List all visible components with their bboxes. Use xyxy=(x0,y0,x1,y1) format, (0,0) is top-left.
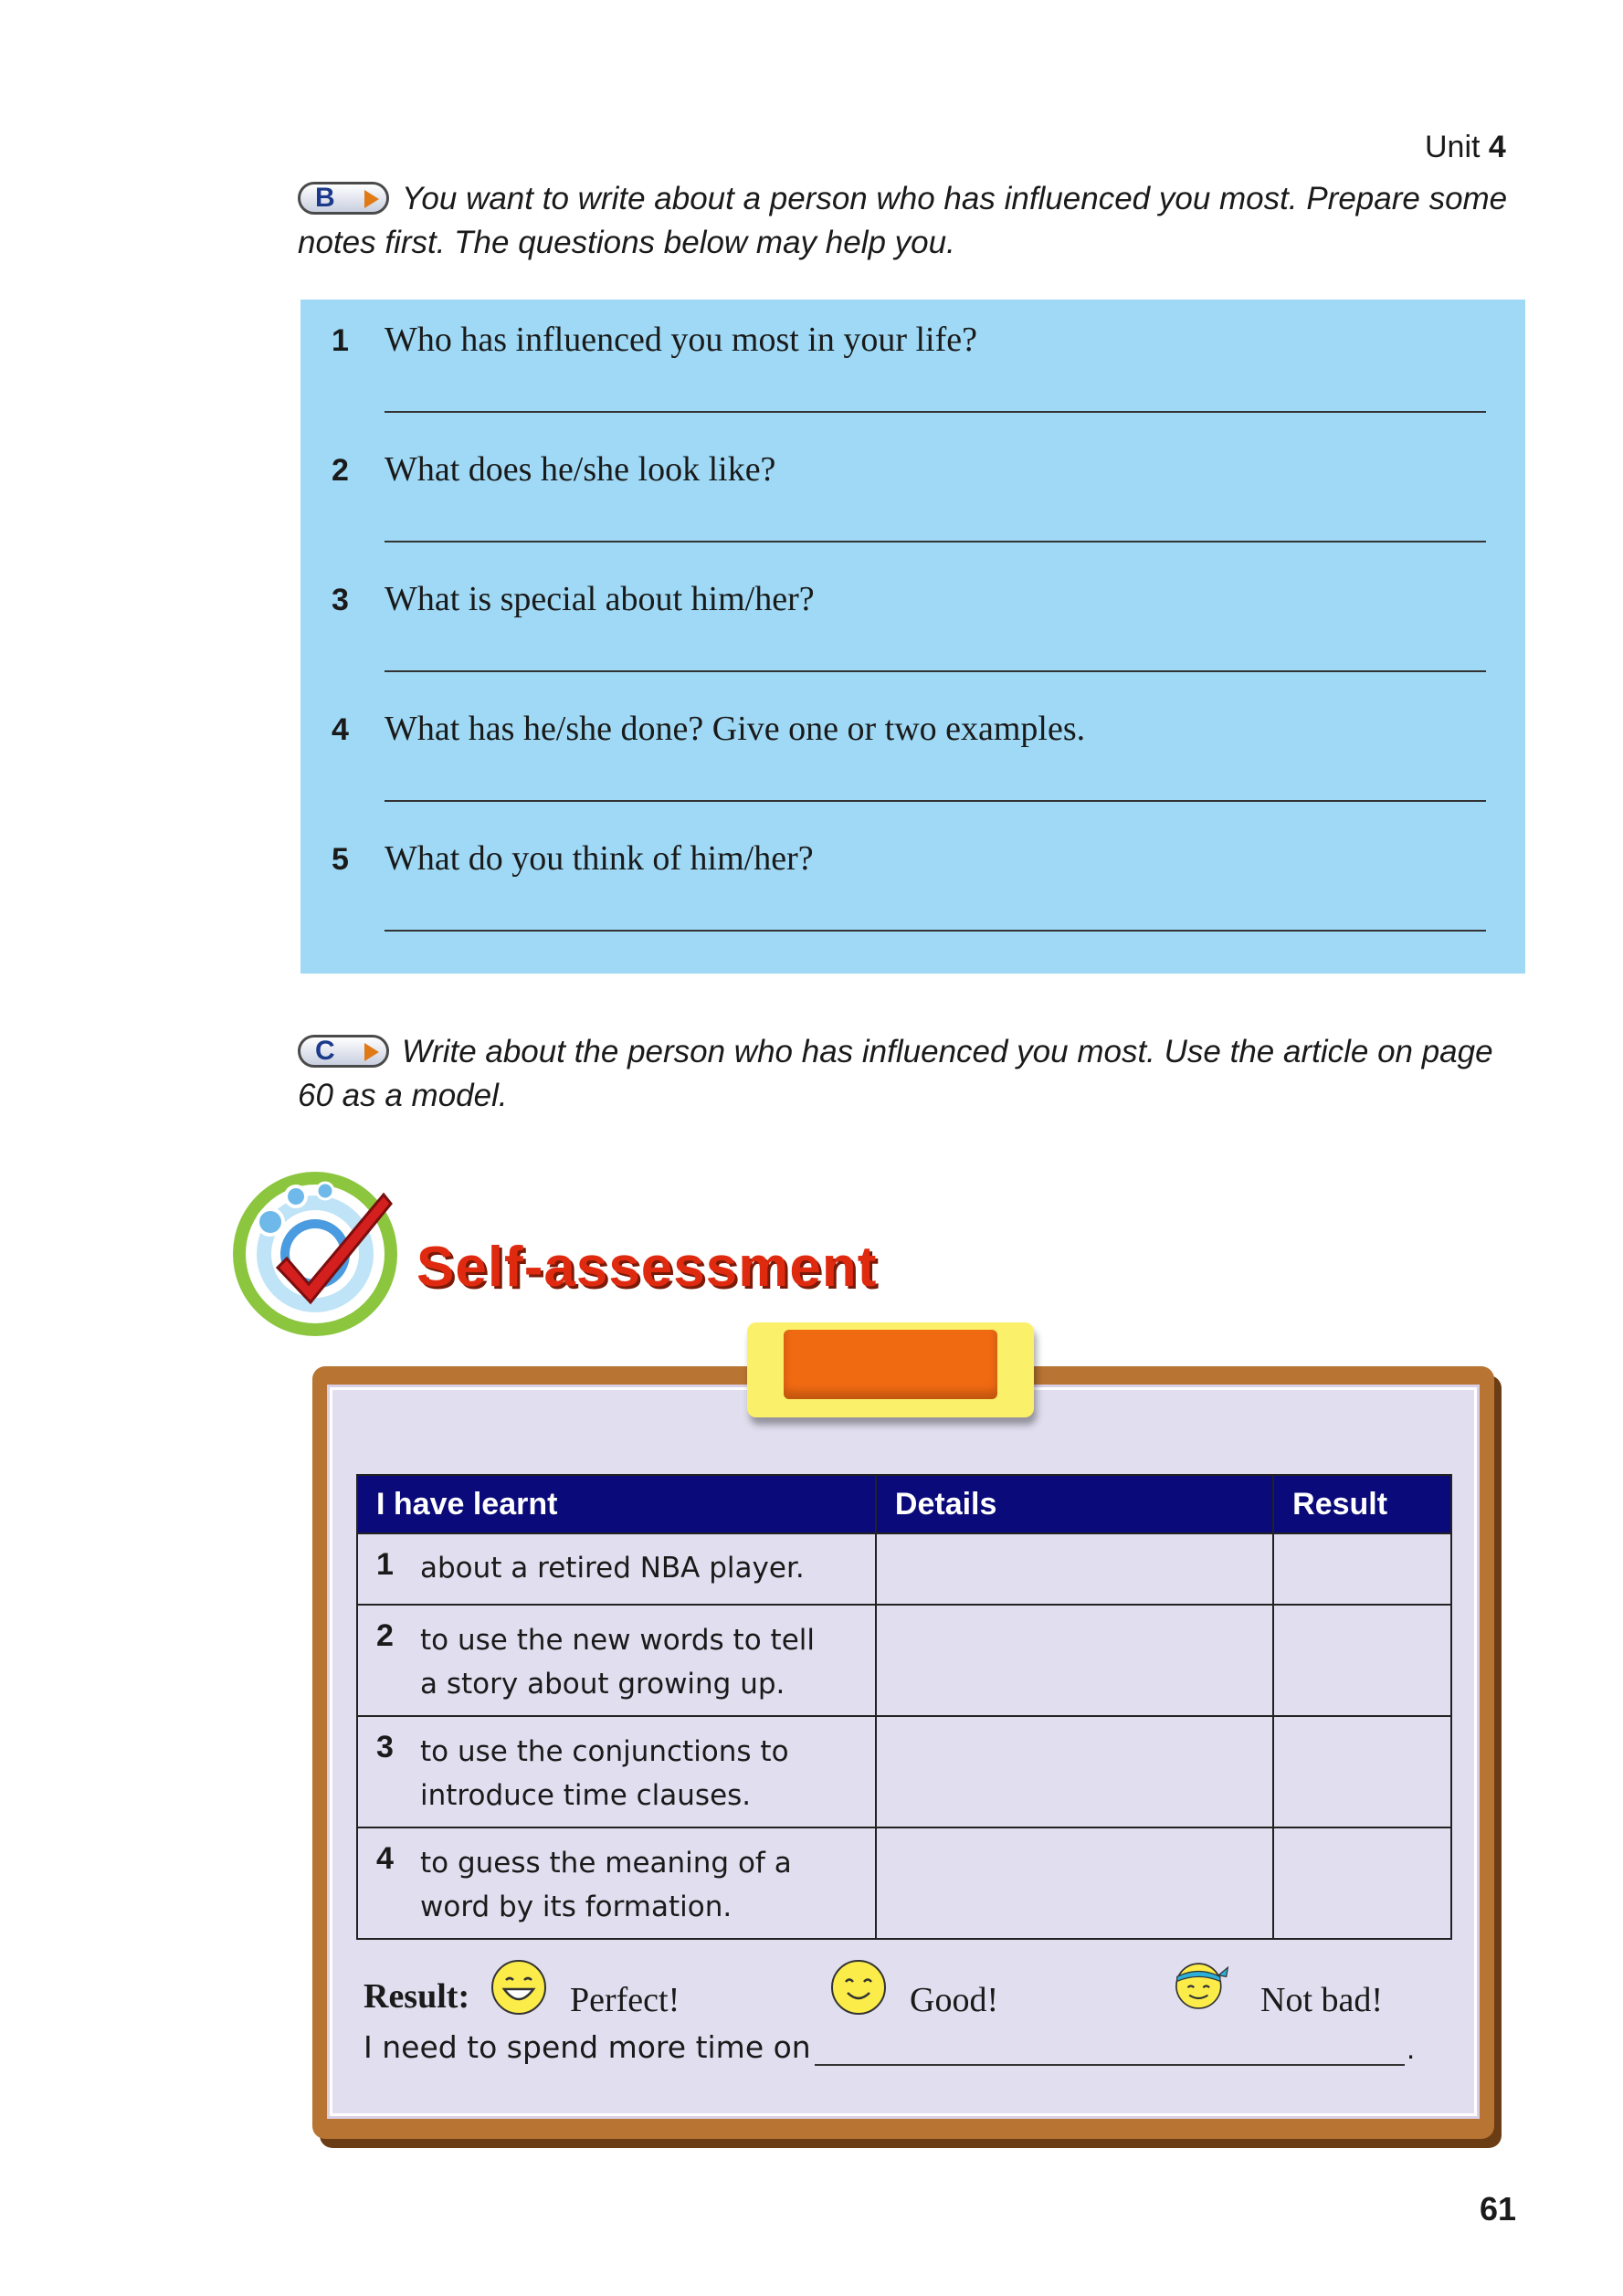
answer-line-5[interactable] xyxy=(385,930,1486,932)
rating-not-bad: Not bad! xyxy=(1260,1981,1384,2019)
task-c-text: Write about the person who has influenced you most. Use the article on page 60 as a model. xyxy=(298,1034,1493,1113)
row-text: to use the conjunctions to introduce time clauses. xyxy=(420,1735,789,1812)
clip-band xyxy=(784,1330,997,1399)
self-assessment-title: Self-assessment xyxy=(416,1236,878,1299)
play-arrow-icon xyxy=(364,1043,379,1061)
question-number: 1 xyxy=(332,323,349,358)
question-text: What does he/she look like? xyxy=(385,450,776,489)
row-text: to use the new words to tell a story about growing up. xyxy=(420,1624,815,1701)
task-b-tag xyxy=(298,182,389,215)
unit-label xyxy=(1425,130,1506,165)
question-text: What has he/she done? Give one or two examples. xyxy=(385,710,1086,748)
need-more-time-text: I need to spend more time on xyxy=(364,2029,811,2065)
row-number: 2 xyxy=(376,1618,394,1653)
task-c-tag xyxy=(298,1035,389,1068)
header-result: Result xyxy=(1273,1475,1451,1533)
task-c-letter: C xyxy=(315,1035,335,1066)
rating-good: Good! xyxy=(910,1981,999,2019)
sentence-period: . xyxy=(1407,2031,1416,2065)
need-more-time-line[interactable] xyxy=(815,2064,1405,2066)
header-details: Details xyxy=(876,1475,1273,1533)
question-4 xyxy=(332,709,1491,749)
row-number: 3 xyxy=(376,1730,394,1764)
header-learnt: I have learnt xyxy=(357,1475,876,1533)
row-text: to guess the meaning of a word by its formation. xyxy=(420,1847,792,1923)
table-header-row xyxy=(357,1475,1451,1533)
task-b-instruction xyxy=(298,177,1512,265)
question-number: 5 xyxy=(332,842,349,877)
task-b-letter: B xyxy=(315,182,335,213)
task-b-text: You want to write about a person who has influenced you most. Prepare some notes first. The questions below may help you. xyxy=(298,181,1508,260)
play-arrow-icon xyxy=(364,190,379,208)
question-number: 4 xyxy=(332,712,349,747)
headband-face-icon xyxy=(1171,1954,1229,2013)
question-2 xyxy=(332,449,1491,490)
question-number: 3 xyxy=(332,583,349,617)
unit-word: Unit xyxy=(1425,130,1481,164)
table-row xyxy=(357,1827,1451,1939)
details-cell[interactable] xyxy=(876,1827,1273,1939)
questions-box xyxy=(300,300,1525,974)
clipboard-clip xyxy=(747,1322,1034,1417)
details-cell[interactable] xyxy=(876,1605,1273,1716)
smiling-face-icon xyxy=(829,1958,888,2017)
unit-number: 4 xyxy=(1488,130,1506,164)
answer-line-1[interactable] xyxy=(385,411,1486,413)
result-label: Result: xyxy=(364,1977,470,2016)
question-1 xyxy=(332,320,1491,360)
answer-line-2[interactable] xyxy=(385,541,1486,542)
result-cell[interactable] xyxy=(1273,1716,1451,1827)
answer-line-3[interactable] xyxy=(385,670,1486,672)
rating-perfect: Perfect! xyxy=(570,1981,680,2019)
page-number: 61 xyxy=(1480,2190,1517,2228)
details-cell[interactable] xyxy=(876,1716,1273,1827)
question-number: 2 xyxy=(332,453,349,488)
learnt-cell xyxy=(357,1533,876,1605)
question-5 xyxy=(332,838,1491,879)
laughing-face-icon xyxy=(490,1958,548,2017)
learnt-cell xyxy=(357,1605,876,1716)
self-assessment-table xyxy=(356,1474,1452,1940)
row-number: 4 xyxy=(376,1841,394,1876)
learnt-cell xyxy=(357,1716,876,1827)
table-row xyxy=(357,1533,1451,1605)
question-text: What do you think of him/her? xyxy=(385,839,814,878)
task-c-instruction xyxy=(298,1030,1512,1118)
result-cell[interactable] xyxy=(1273,1605,1451,1716)
row-number: 1 xyxy=(376,1547,394,1582)
question-text: Who has influenced you most in your life? xyxy=(385,321,978,359)
table-row xyxy=(357,1716,1451,1827)
row-text: about a retired NBA player. xyxy=(420,1552,805,1585)
result-cell[interactable] xyxy=(1273,1827,1451,1939)
answer-line-4[interactable] xyxy=(385,800,1486,802)
question-3 xyxy=(332,579,1491,619)
result-cell[interactable] xyxy=(1273,1533,1451,1605)
checkmark-badge-icon xyxy=(230,1169,400,1339)
details-cell[interactable] xyxy=(876,1533,1273,1605)
learnt-cell xyxy=(357,1827,876,1939)
table-row xyxy=(357,1605,1451,1716)
question-text: What is special about him/her? xyxy=(385,580,815,618)
